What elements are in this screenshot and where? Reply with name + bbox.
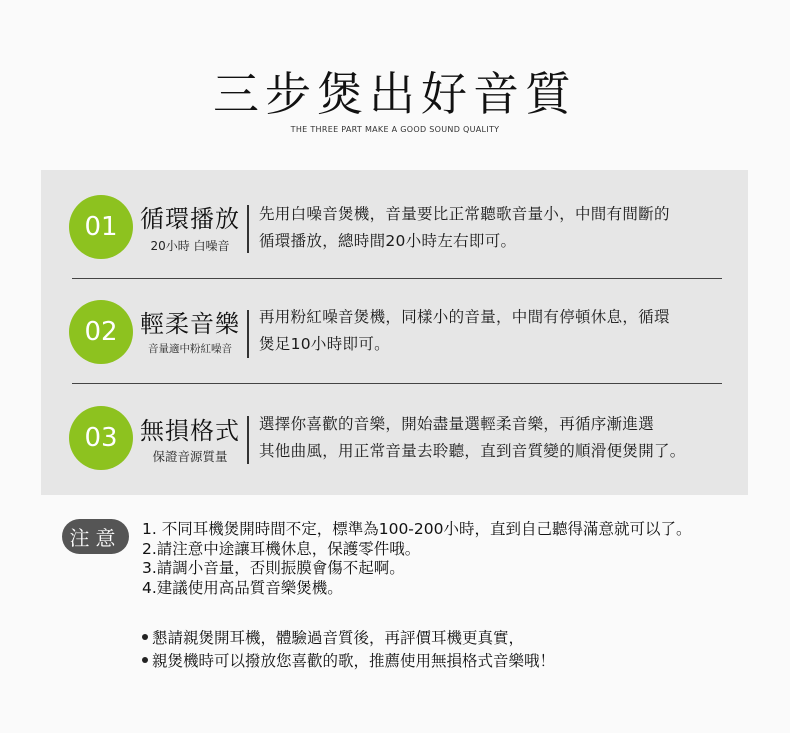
step-description-line: 循環播放，總時間20小時左右即可。	[259, 232, 517, 250]
step-1	[41, 185, 748, 265]
step-subtitle: 20小時 白噪音	[150, 239, 230, 253]
bullet-dot-icon	[142, 657, 148, 663]
recommendation-item	[142, 650, 782, 673]
step-number-badge: 03	[69, 406, 133, 470]
step-title: 無損格式	[140, 417, 240, 445]
step-number-badge: 01	[69, 195, 133, 259]
page-title: 三步煲出好音質	[213, 67, 577, 121]
step-divider	[247, 416, 249, 464]
step-description	[259, 304, 744, 358]
step-separator	[72, 383, 722, 384]
step-subtitle: 保證音源質量	[152, 449, 228, 464]
step-separator	[72, 278, 722, 279]
recommendation-text: 懇請親煲開耳機，體驗過音質後，再評價耳機更真實，	[152, 629, 525, 647]
recommendation-item	[142, 627, 782, 650]
step-title: 循環播放	[140, 205, 240, 233]
step-divider	[247, 205, 249, 253]
step-2	[41, 290, 748, 370]
steps-panel	[41, 170, 748, 495]
notice-item: 2.請注意中途讓耳機休息，保護零件哦。	[142, 539, 421, 558]
step-description-line: 先用白噪音煲機，音量要比正常聽歌音量小，中間有間斷的	[259, 205, 670, 223]
page-subtitle: THE THREE PART MAKE A GOOD SOUND QUALITY	[290, 125, 500, 134]
step-3	[41, 396, 748, 476]
step-title: 輕柔音樂	[140, 310, 240, 338]
step-description	[259, 411, 744, 465]
recommendation-text: 親煲機時可以撥放您喜歡的歌，推薦使用無損格式音樂哦！	[152, 652, 556, 670]
notice-badge: 注意	[62, 519, 129, 554]
notice-item: 4.建議使用高品質音樂煲機。	[142, 578, 343, 597]
recommendation-list	[142, 627, 782, 673]
step-description-line: 選擇你喜歡的音樂，開始盡量選輕柔音樂，再循序漸進選	[259, 415, 655, 433]
bullet-dot-icon	[142, 634, 148, 640]
step-subtitle: 音量適中粉紅噪音	[148, 343, 232, 355]
notice-item: 3.請調小音量，否則振膜會傷不起啊。	[142, 559, 405, 577]
step-description-line: 再用粉紅噪音煲機，同樣小的音量，中間有停頓休息，循環	[259, 308, 670, 326]
step-description-line: 其他曲風，用正常音量去聆聽，直到音質變的順滑便煲開了。	[259, 442, 686, 460]
notice-list	[142, 520, 782, 598]
step-description	[259, 201, 744, 255]
step-divider	[247, 310, 249, 358]
notice-item: 1. 不同耳機煲開時間不定，標準為100-200小時，直到自己聽得滿意就可以了。	[142, 520, 692, 538]
step-number-badge: 02	[69, 300, 133, 364]
step-description-line: 煲足10小時即可。	[259, 335, 390, 353]
